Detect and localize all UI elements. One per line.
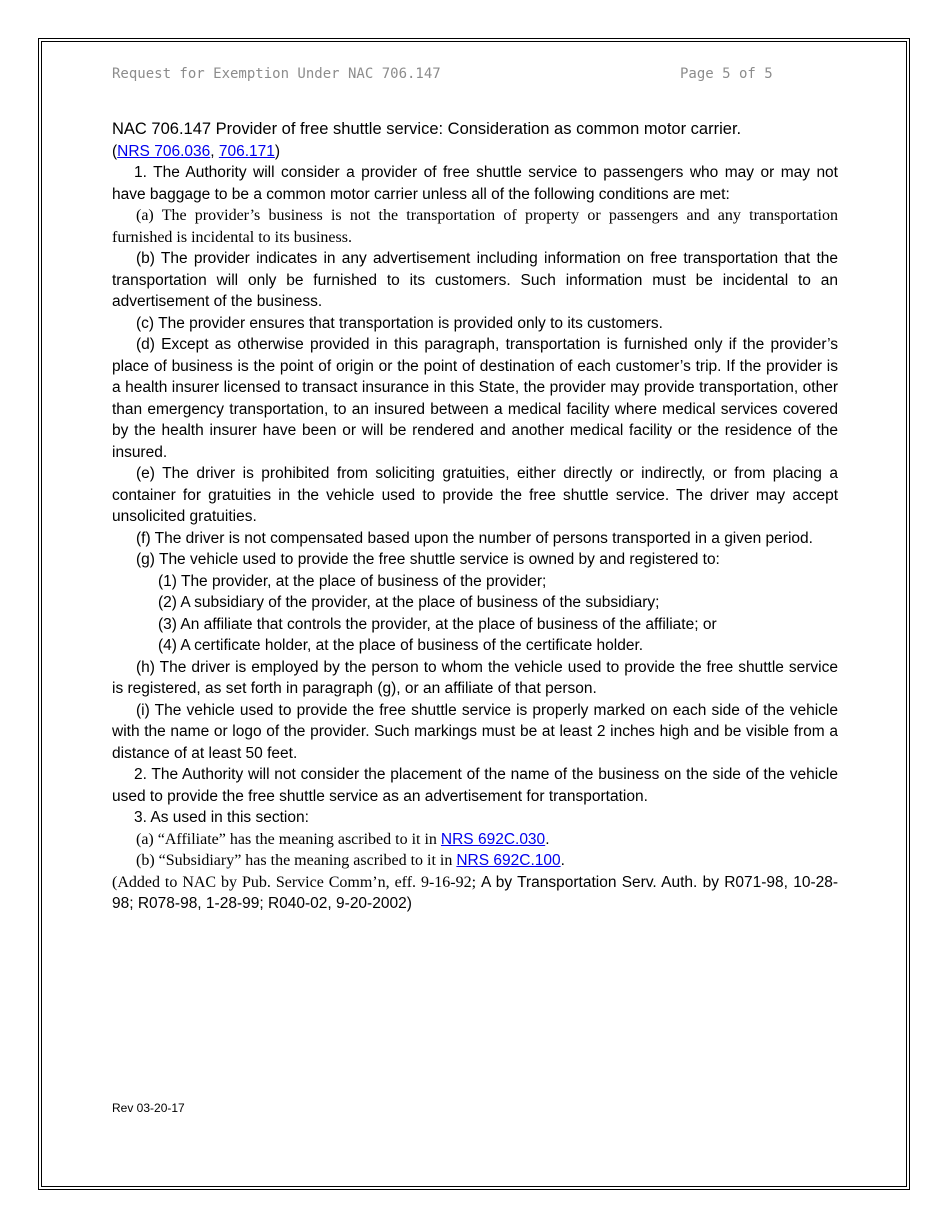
paragraph-i: (i) The vehicle used to provide the free shuttle service is properly marked on each side of the vehicle with the name or logo of the provider. Such markings must be at least 2 inches high and be visible from a distance of at least 50 feet. [112,701,838,762]
section-references: (NRS 706.036, 706.171) [112,142,281,160]
paragraph-g-1: (1) The provider, at the place of business of the provider; [158,572,547,590]
nrs-706-036-link[interactable]: NRS 706.036 [117,142,211,160]
regulation-text [112,119,838,915]
definition-subsidiary: (b) “Subsidiary” has the meaning ascribed to it in NRS 692C.100. [136,852,565,869]
definition-affiliate: (a) “Affiliate” has the meaning ascribed to it in NRS 692C.030. [136,830,550,848]
revision-footer: Rev 03-20-17 [112,1101,185,1115]
nrs-706-171-link[interactable]: 706.171 [218,142,275,160]
page-header [112,66,838,86]
paragraph-g-3: (3) An affiliate that controls the provider, at the place of business of the affiliate; or [158,615,717,633]
paragraph-g: (g) The vehicle used to provide the free shuttle service is owned by and registered to: [136,551,720,568]
section-title: NAC 706.147 Provider of free shuttle service: Consideration as common motor carrier. [112,120,742,138]
history-note: (Added to NAC by Pub. Service Comm’n, eff. 9-16-92; A by Transportation Serv. Auth. by R071-98, 10-28-98; R078-98, 1-28-99; R040-02, 9-20-2002) [112,873,839,912]
subsection-1: 1. The Authority will consider a provider of free shuttle service to passengers who may or may not have baggage to be a common motor carrier unless all of the following conditions are met: [112,164,838,203]
paragraph-e: (e) The driver is prohibited from soliciting gratuities, either directly or indirectly, or from placing a container for gratuities in the vehicle used to provide the free shuttle service. The driver may accept unsolicited gratuities. [112,465,838,525]
paragraph-b: (b) The provider indicates in any advertisement including information on free transportation that the transportation will only be furnished to its customers. Such information must be incidental to an advertisement of the business. [112,250,838,310]
section-heading [112,119,838,141]
paragraph-d: (d) Except as otherwise provided in this paragraph, transportation is furnished only if the provider’s place of business is the point of origin or the point of destination of each customer’s trip. If the provider is a health insurer licensed to transact insurance in this State, the provider may provide transportation, other than emergency transportation, to an insured between a medical facility where medical services covered by the health insurer have been or will be rendered and another medical facility or the residence of the insured. [112,336,838,461]
paragraph-g-4: (4) A certificate holder, at the place of business of the certificate holder. [158,637,644,654]
header-page-number: Page 5 of 5 [680,66,773,82]
paragraph-f: (f) The driver is not compensated based upon the number of persons transported in a given period. [136,529,813,547]
subsection-3: 3. As used in this section: [134,809,309,826]
header-document-title: Request for Exemption Under NAC 706.147 [112,66,441,82]
paragraph-a: (a) The provider’s business is not the transportation of property or passengers and any transportation furnished is incidental to its business. [112,207,838,246]
subsection-2: 2. The Authority will not consider the placement of the name of the business on the side of the vehicle used to provide the free shuttle service as an advertisement for transportation. [112,766,838,805]
paragraph-c: (c) The provider ensures that transportation is provided only to its customers. [136,314,663,332]
nrs-692c-100-link[interactable]: NRS 692C.100 [456,852,561,869]
paragraph-g-2: (2) A subsidiary of the provider, at the place of business of the subsidiary; [158,594,660,611]
nrs-692c-030-link[interactable]: NRS 692C.030 [440,830,546,848]
paragraph-h: (h) The driver is employed by the person to whom the vehicle used to provide the free shuttle service is registered, as set forth in paragraph (g), or an affiliate of that person. [112,658,838,697]
